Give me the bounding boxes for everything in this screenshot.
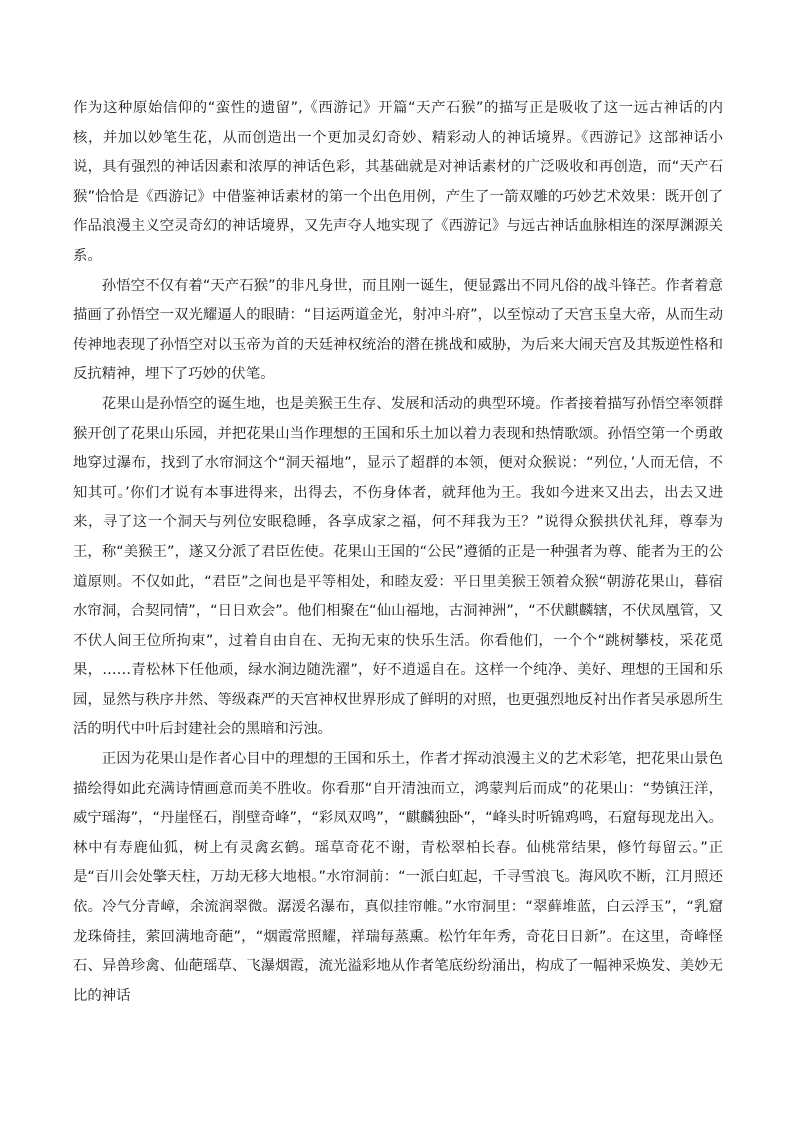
paragraph-4: 正因为花果山是作者心目中的理想的王国和乐土，作者才挥动浪漫主义的艺术彩笔，把花果山景色描绘得如此充满诗情画意而美不胜收。你看那“自开清浊而立，鸿蒙判后而成”的花果山：“势镇汪洋，威宁瑶海”，“丹崖怪石，削壁奇峰”，“彩凤双鸣”，“麒麟独卧”，“峰头时听锦鸡鸣，石窟每现龙出入。林中有寿鹿仙狐，树上有灵禽玄鹤。瑶草奇花不谢，青松翠柏长春。仙桃常结果，修竹每留云。”正是“百川会处擎天柱，万劫无移大地根。”水帘洞前：“一派白虹起，千寻雪浪飞。海风吹不断，江月照还依。冷气分青嶂，余流润翠微。潺湲名瀑布，真似挂帘帷。”水帘洞里：“翠藓堆蓝，白云浮玉”，“乳窟龙珠倚挂，萦回满地奇葩”，“烟霞常照耀，祥瑞每蒸熏。松竹年年秀，奇花日日新”。在这里，奇峰怪石、异兽珍禽、仙葩瑶草、飞瀑烟霞，流光溢彩地从作者笔底纷纷涌出，构成了一幅神采焕发、美妙无比的神话 [73,751,723,1004]
document-page [73,94,723,1011]
paragraph-1: 作为这种原始信仰的“蛮性的遗留”,《西游记》开篇“天产石猴”的描写正是吸收了这一远古神话的内核，并加以妙笔生花，从而创造出一个更加灵幻奇妙、精彩动人的神话境界。《西游记》这部神话小说，具有强烈的神话因素和浓厚的神话色彩，其基础就是对神话素材的广泛吸收和再创造，而“天产石猴”恰恰是《西游记》中借鉴神话素材的第一个出色用例，产生了一箭双雕的巧妙艺术效果：既开创了作品浪漫主义空灵奇幻的神话境界，又先声夺人地实现了《西游记》与远古神话血脉相连的深厚渊源关系。 [73,100,723,264]
paragraph-2: 孙悟空不仅有着“天产石猴”的非凡身世，而且刚一诞生，便显露出不同凡俗的战斗锋芒。作者着意描画了孙悟空一双光耀逼人的眼睛：“目运两道金光，射冲斗府”，以至惊动了天宫玉皇大帝，从而生动传神地表现了孙悟空对以玉帝为首的天廷神权统治的潜在挑战和威胁，为后来大闹天宫及其叛逆性格和反抗精神，埋下了巧妙的伏笔。 [73,277,723,383]
paragraph-3: 花果山是孙悟空的诞生地，也是美猴王生存、发展和活动的典型环境。作者接着描写孙悟空率领群猴开创了花果山乐园，并把花果山当作理想的王国和乐土加以着力表现和热情歌颂。孙悟空第一个勇敢地穿过瀑布，找到了水帘洞这个“洞天福地”，显示了超群的本领，便对众猴说：“列位，’人而无信，不知其可。’你们才说有本事进得来，出得去，不伤身体者，就拜他为王。我如今进来又出去，出去又进来，寻了这一个洞天与列位安眠稳睡，各享成家之福，何不拜我为王？”说得众猴拱伏礼拜，尊奉为王，称“美猴王”，遂又分派了君臣佐使。花果山王国的“公民”遵循的正是一种强者为尊、能者为王的公道原则。不仅如此，“君臣”之间也是平等相处，和睦友爱：平日里美猴王领着众猴“朝游花果山，暮宿水帘洞，合契同情”，“日日欢会”。他们相聚在“仙山福地，古洞神洲”，“不伏麒麟辖，不伏凤凰管，又不伏人间王位所拘束”，过着自由自在、无拘无束的快乐生活。你看他们，一个个“跳树攀枝，采花觅果，……青松林下任他顽，绿水涧边随洗濯”，好不逍遥自在。这样一个纯净、美好、理想的王国和乐园，显然与秩序井然、等级森严的天宫神权世界形成了鲜明的对照，也更强烈地反衬出作者吴承恩所生活的明代中叶后封建社会的黑暗和污浊。 [73,395,723,738]
